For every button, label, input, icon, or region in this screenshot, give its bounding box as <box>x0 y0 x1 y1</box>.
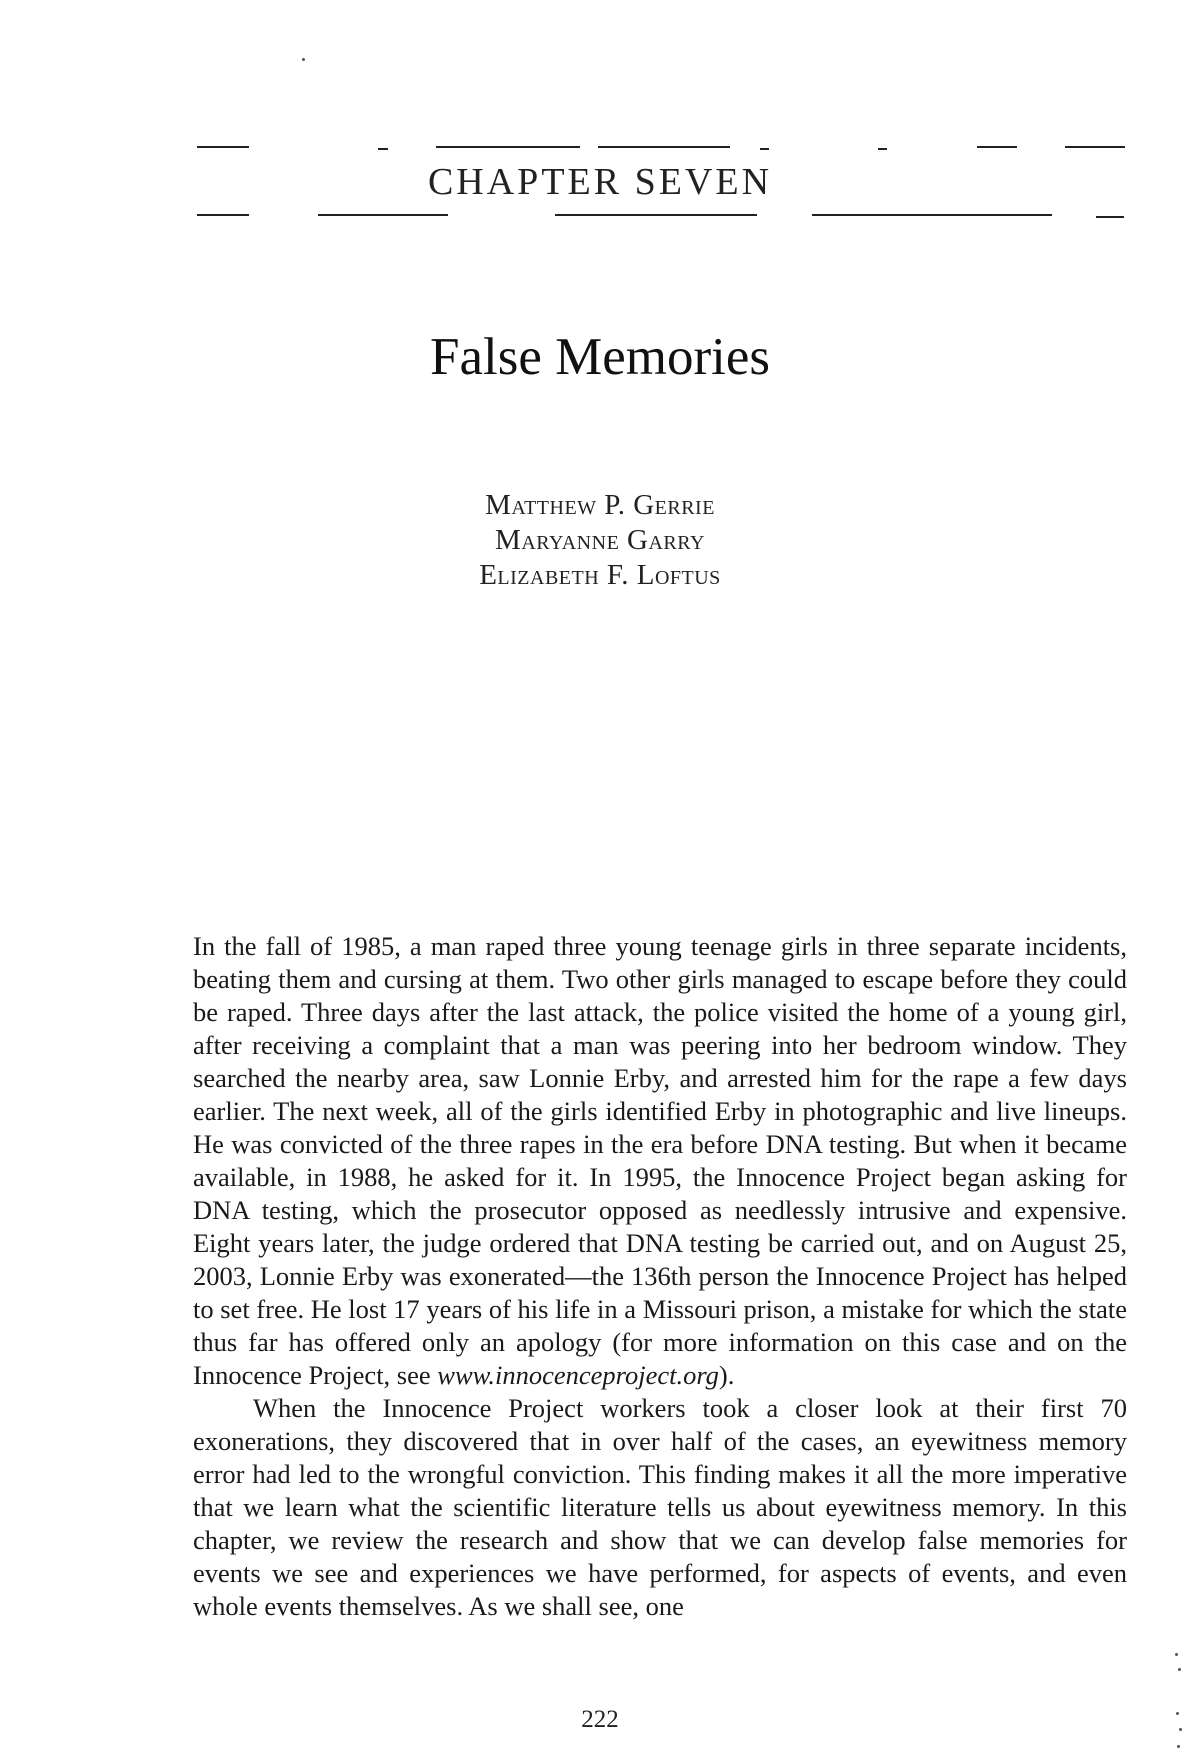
scan-speck <box>1177 1745 1180 1748</box>
paragraph <box>193 930 1127 1392</box>
header-rule <box>197 146 249 148</box>
header-rule <box>1096 216 1124 218</box>
header-rule <box>977 146 1017 148</box>
page-number: 222 <box>581 1706 619 1733</box>
header-rule <box>1065 146 1125 148</box>
chapter-label: CHAPTER SEVEN <box>427 161 773 203</box>
header-rule <box>760 148 769 150</box>
author-name: Maryanne Garry <box>495 524 705 556</box>
header-rule <box>812 214 1052 216</box>
header-rule <box>378 148 388 150</box>
header-rule <box>555 214 757 216</box>
scan-speck <box>1176 1712 1179 1715</box>
paragraph-text: In the fall of 1985, a man raped three young teenage girls in three separate incidents, beating them and cursing at them. Two other girls managed to escape before they could be raped. Three days after the last attack, the police visited the home of a young girl, after receiving a complaint that a man was peering into her bedroom window. They searched the nearby area, saw Lonnie Erby, and arrested him for the rape a few days earlier. The next week, all of the girls identified Erby in photographic and live lineups. He was convicted of the three rapes in the era before DNA testing. But when it became available, in 1988, he asked for it. In 1995, the Innocence Project began asking for DNA testing, which the prosecutor opposed as needlessly intrusive and expensive. Eight years later, the judge ordered that DNA testing be carried out, and on August 25, 2003, Lonnie Erby was exonerated—the 136th person the Innocence Project has helped to set free. He lost 17 years of his life in a Missouri prison, a mistake for which the state thus far has offered only an apology (for more information on this case and on the Innocence Project, see <box>193 931 1127 1390</box>
scan-speck <box>302 58 305 61</box>
header-rule <box>318 214 448 216</box>
scan-speck <box>1175 1653 1178 1656</box>
header-rule <box>197 214 249 216</box>
header-rule <box>598 146 730 148</box>
paragraph-text: ). <box>718 1360 735 1390</box>
author-name: Elizabeth F. Loftus <box>479 559 721 591</box>
header-rule <box>436 146 580 148</box>
scan-speck <box>1179 1728 1182 1731</box>
chapter-title: False Memories <box>429 328 771 386</box>
paragraph <box>193 1392 1127 1623</box>
website-link[interactable]: www.innocenceproject.org <box>437 1360 719 1390</box>
author-list <box>0 488 1200 593</box>
header-rule <box>878 148 887 150</box>
author-name: Matthew P. Gerrie <box>485 489 715 521</box>
paragraph-text: When the Innocence Project workers took a closer look at their first 70 exonerations, they discovered that in over half of the cases, an eyewitness memory error had led to the wrongful conviction. This finding makes it all the more imperative that we learn what the scientific literature tells us about eyewitness memory. In this chapter, we review the research and show that we can develop false memories for events we see and experiences we have performed, for aspects of events, and even whole events themselves. As we shall see, one <box>193 1393 1127 1621</box>
scan-speck <box>1178 1668 1181 1671</box>
body-text <box>193 930 1127 1623</box>
